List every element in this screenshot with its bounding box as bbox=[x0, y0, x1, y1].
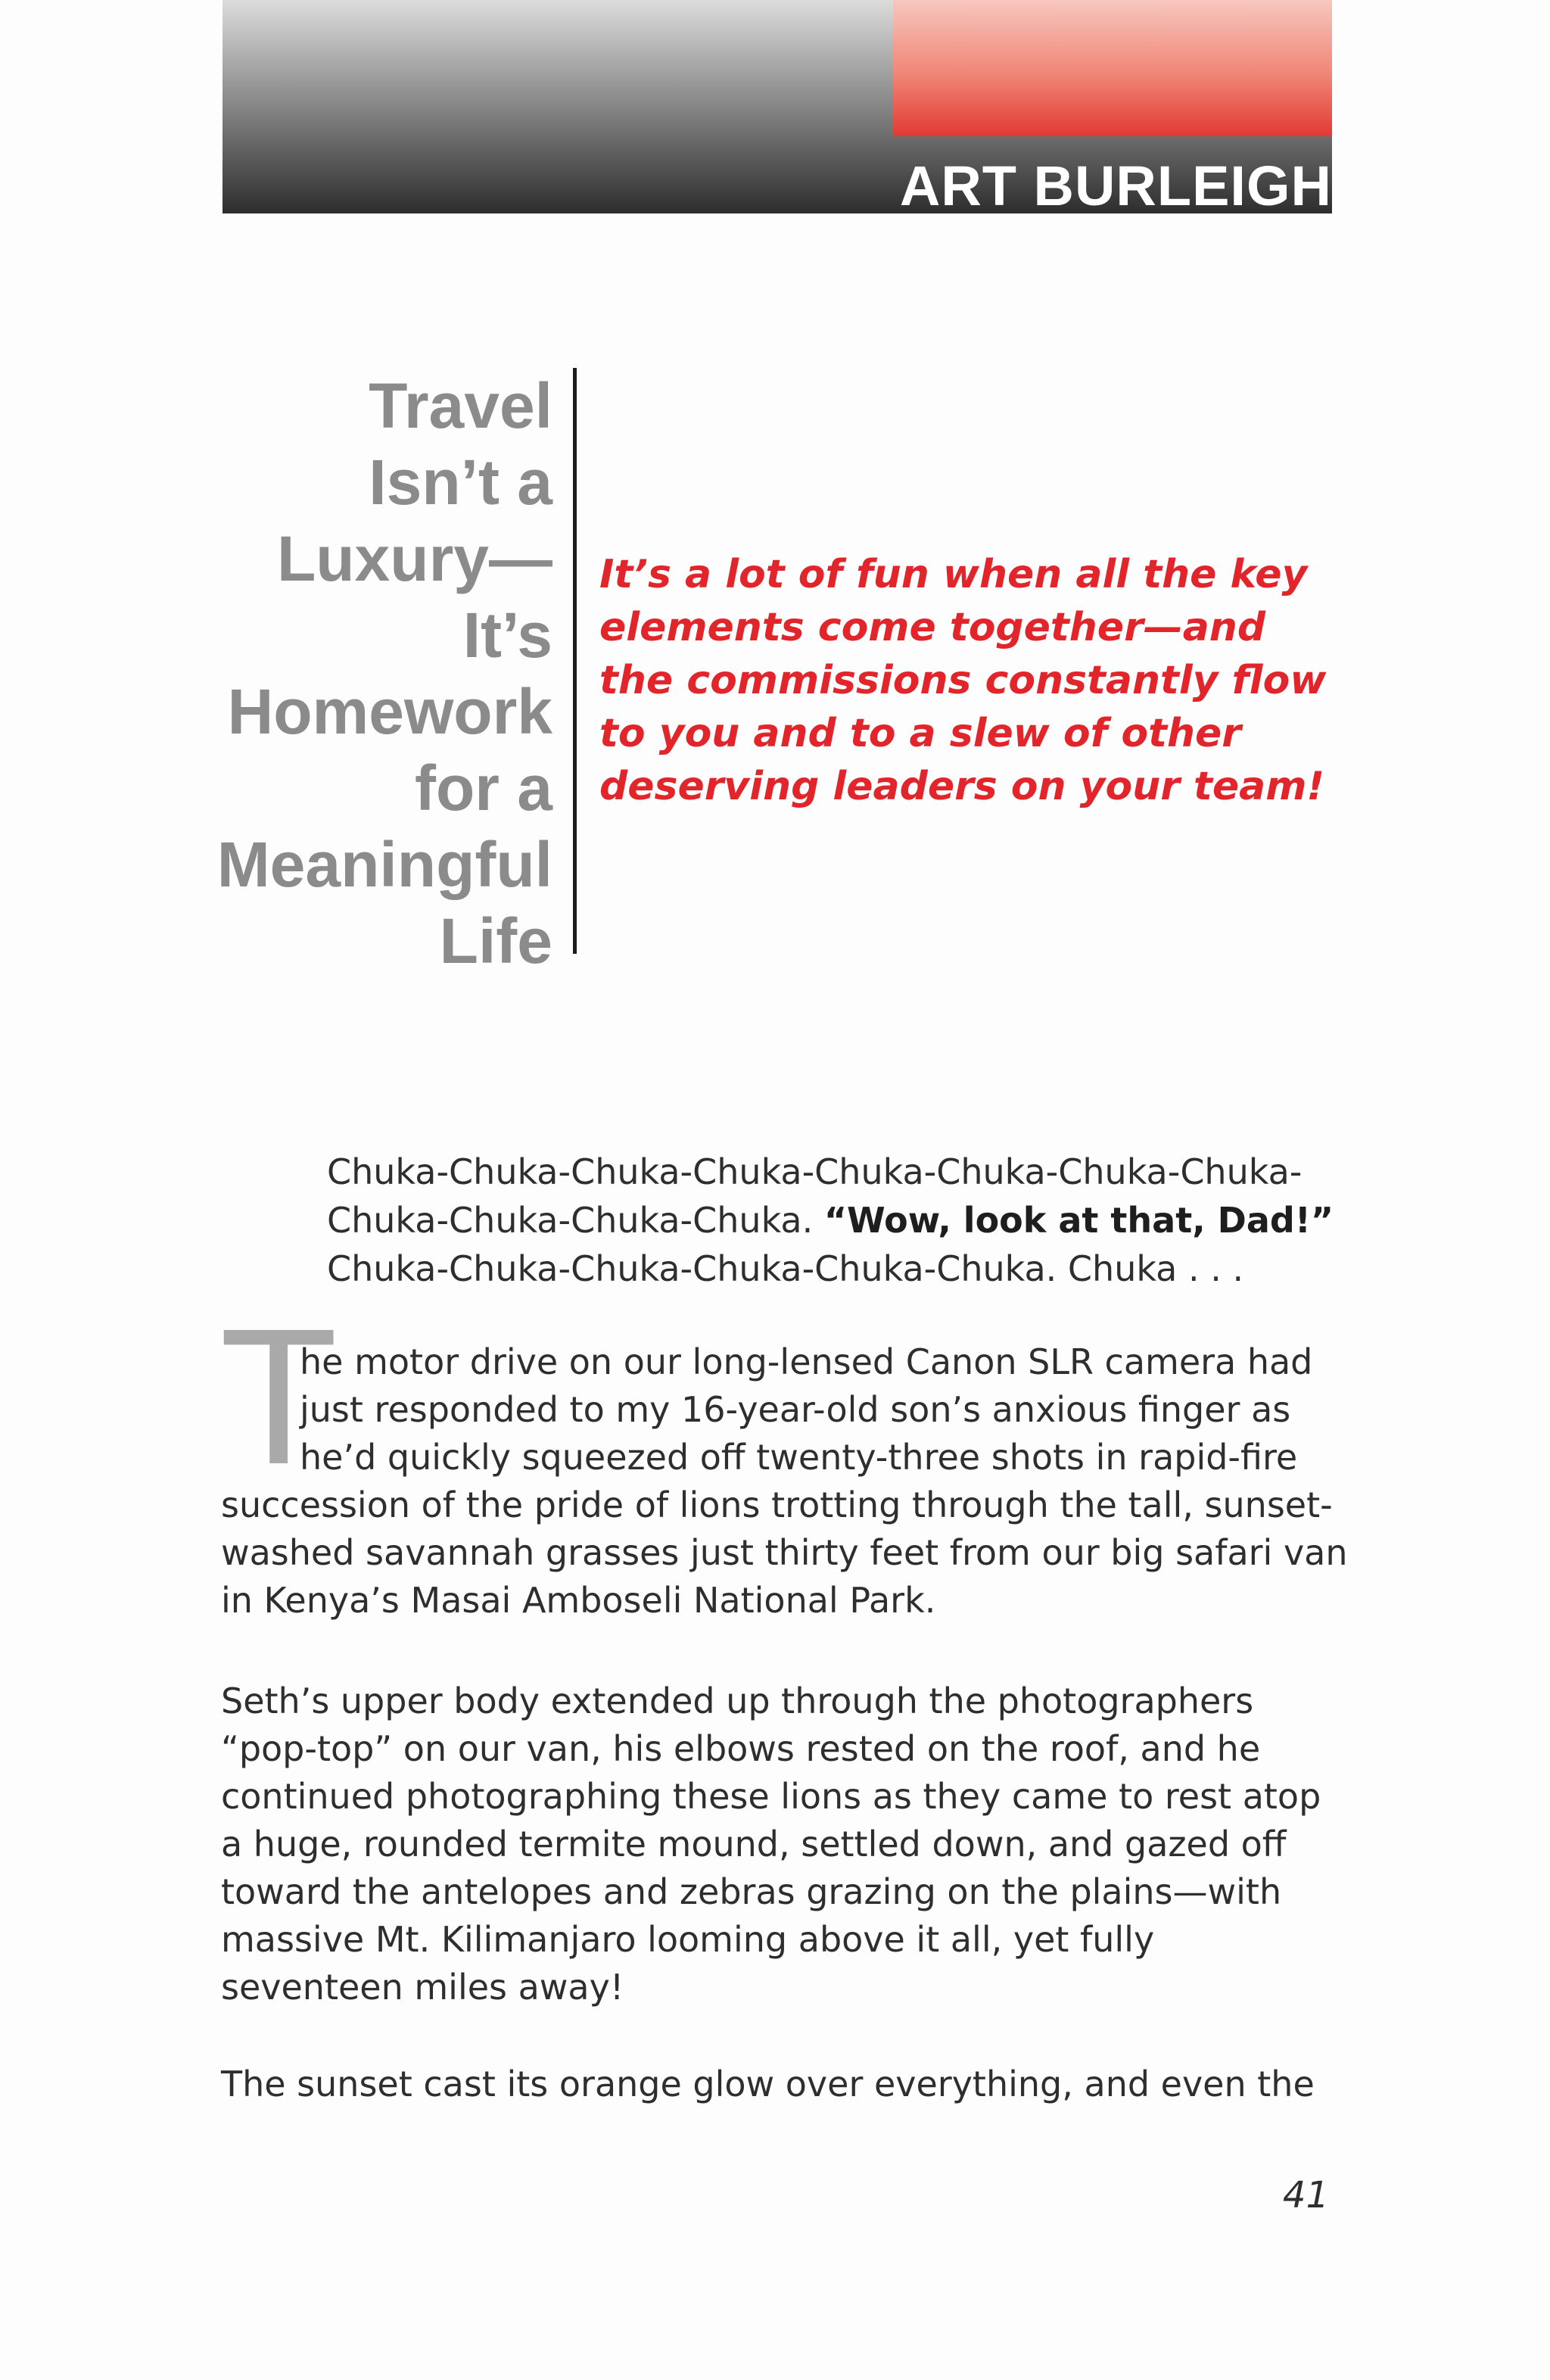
title-line: Travel bbox=[369, 370, 552, 441]
subtitle-line: deserving leaders on your team! bbox=[599, 764, 1325, 809]
subtitle-line: the commissions constantly flow bbox=[599, 658, 1327, 703]
subtitle-line: It’s a lot of fun when all the key bbox=[599, 552, 1308, 597]
paragraph-3 bbox=[221, 2061, 1334, 2108]
title-line: Isn’t a bbox=[369, 447, 552, 518]
epigraph-line: Chuka-Chuka-Chuka-Chuka-Chuka-Chuka. Chuka . . . bbox=[327, 1248, 1244, 1289]
epigraph-quote: “Wow, look at that, Dad!” bbox=[823, 1200, 1334, 1241]
title-divider-rule bbox=[573, 368, 577, 954]
chapter-title bbox=[174, 368, 552, 980]
paragraph-line: continued photographing these lions as they came to rest atop bbox=[221, 1776, 1321, 1817]
title-line: Luxury— bbox=[276, 523, 552, 594]
paragraph-line: toward the antelopes and zebras grazing on the plains—with bbox=[221, 1871, 1282, 1912]
title-line: Meaningful bbox=[216, 829, 552, 900]
paragraph-line: he motor drive on our long-lensed Canon SLR camera had bbox=[300, 1341, 1313, 1382]
paragraph-line: in Kenya’s Masai Amboseli National Park. bbox=[221, 1580, 936, 1621]
paragraph-2 bbox=[221, 1678, 1334, 2011]
paragraph-line: “pop-top” on our van, his elbows rested on the roof, and he bbox=[221, 1728, 1261, 1769]
paragraph-line: The sunset cast its orange glow over everything, and even the bbox=[221, 2064, 1315, 2104]
epigraph-line bbox=[327, 1196, 1334, 1245]
subtitle-line: elements come together—and bbox=[599, 605, 1266, 650]
paragraph-line: just responded to my 16-year-old son’s anxious finger as bbox=[300, 1389, 1291, 1430]
paragraph-line: a huge, rounded termite mound, settled down, and gazed off bbox=[221, 1824, 1287, 1864]
title-line: Life bbox=[439, 905, 552, 977]
chapter-subtitle bbox=[599, 548, 1326, 813]
author-name: ART BURLEIGH bbox=[899, 154, 1332, 217]
paragraph-line: he’d quickly squeezed off twenty-three shots in rapid-fire bbox=[300, 1437, 1298, 1478]
paragraph-line: succession of the pride of lions trotting through the tall, sunset- bbox=[221, 1484, 1333, 1525]
paragraph-line: seventeen miles away! bbox=[221, 1967, 624, 2008]
title-line: It’s bbox=[462, 600, 552, 671]
paragraph-line: Seth’s upper body extended up through the photographers bbox=[221, 1681, 1254, 1721]
title-line: for a bbox=[414, 752, 552, 824]
epigraph-text: Chuka-Chuka-Chuka-Chuka. bbox=[327, 1200, 824, 1241]
epigraph-line: Chuka-Chuka-Chuka-Chuka-Chuka-Chuka-Chuka-Chuka- bbox=[327, 1151, 1303, 1192]
title-line: Homework bbox=[227, 676, 552, 747]
drop-cap: T bbox=[219, 1288, 338, 1505]
paragraph-line: washed savannah grasses just thirty feet from our big safari van bbox=[221, 1532, 1348, 1573]
header-red-accent bbox=[893, 0, 1332, 136]
subtitle-line: to you and to a slew of other bbox=[599, 711, 1241, 756]
page-number: 41 bbox=[1282, 2174, 1329, 2216]
paragraph-line: massive Mt. Kilimanjaro looming above it all, yet fully bbox=[221, 1919, 1155, 1960]
epigraph bbox=[327, 1148, 1334, 1293]
paragraph-1 bbox=[221, 1338, 1348, 1625]
